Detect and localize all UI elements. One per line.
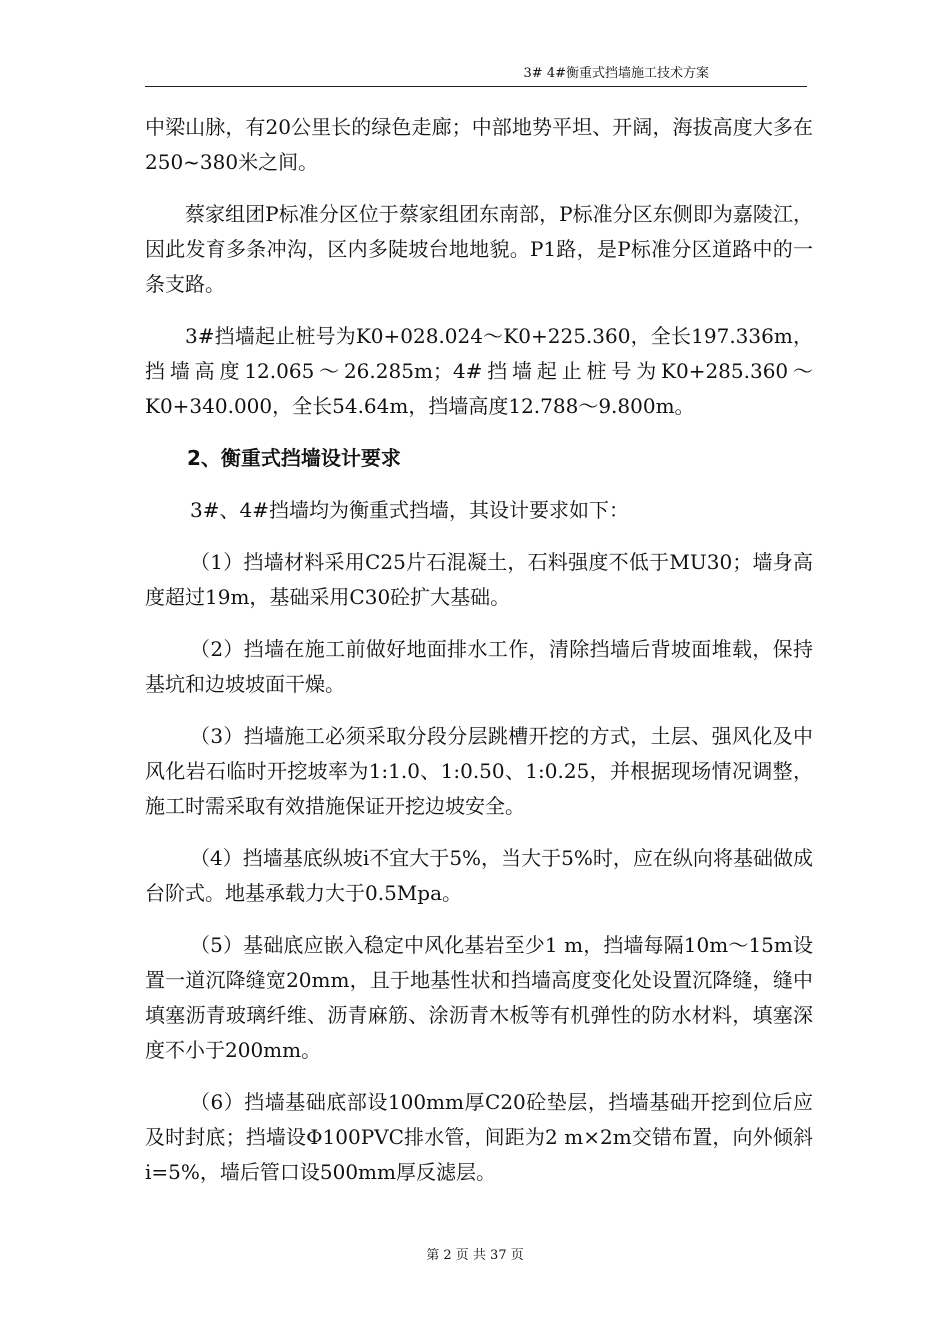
paragraph-intro: 3#、4#挡墙均为衡重式挡墙，其设计要求如下： [190,498,629,522]
requirement-item-3: （3）挡墙施工必须采取分段分层跳槽开挖的方式，土层、强风化及中风化岩石临时开挖坡率为1:1.0、1:0.50、1:0.25，并根据现场情况调整，施工时需采取有效措施保证开挖边坡安全。 [145,724,813,818]
paragraph-location: 中梁山脉，有20公里长的绿色走廊；中部地势平坦、开阔，海拔高度大多在250~380米之间。 [145,115,813,174]
requirement-item-5: （5）基础底应嵌入稳定中风化基岩至少1 m，挡墙每隔10m～15m设置一道沉降缝宽20mm，且于地基性状和挡墙高度变化处设置沉降缝，缝中填塞沥青玻璃纤维、沥青麻筋、涂沥青木板等有机弹性的防水材料，填塞深度不小于200mm。 [145,933,813,1062]
document-body [145,110,813,1190]
page-number: 第 2 页 共 37 页 [426,1248,524,1263]
section-heading: 2、衡重式挡墙设计要求 [187,446,401,470]
requirement-item-1: （1）挡墙材料采用C25片石混凝土，石料强度不低于MU30；墙身高度超过19m，基础采用C30砼扩大基础。 [145,550,813,609]
requirement-item-6: （6）挡墙基础底部设100mm厚C20砼垫层，挡墙基础开挖到位后应及时封底；挡墙设Φ100PVC排水管，间距为2 m×2m交错布置，向外倾斜i=5%，墙后管口设500mm厚反滤层。 [145,1090,813,1184]
requirement-item-4: （4）挡墙基底纵坡i不宜大于5%，当大于5%时，应在纵向将基础做成台阶式。地基承载力大于0.5Mpa。 [145,846,813,905]
paragraph-zone: 蔡家组团P标准分区位于蔡家组团东南部，P标准分区东侧即为嘉陵江，因此发育多条冲沟，区内多陡坡台地地貌。P1路，是P标准分区道路中的一条支路。 [145,202,813,296]
requirement-item-2: （2）挡墙在施工前做好地面排水工作，清除挡墙后背坡面堆载，保持基坑和边坡坡面干燥。 [145,637,813,696]
page-footer [0,1247,950,1265]
header-title: 3# 4#衡重式挡墙施工技术方案 [523,66,709,81]
page-header [145,64,807,87]
paragraph-stations: 3#挡墙起止桩号为K0+028.024～K0+225.360，全长197.336m，挡墙高度12.065～26.285m；4#挡墙起止桩号为K0+285.360～K0+340.000，全长54.64m，挡墙高度12.788～9.800m。 [145,324,813,418]
